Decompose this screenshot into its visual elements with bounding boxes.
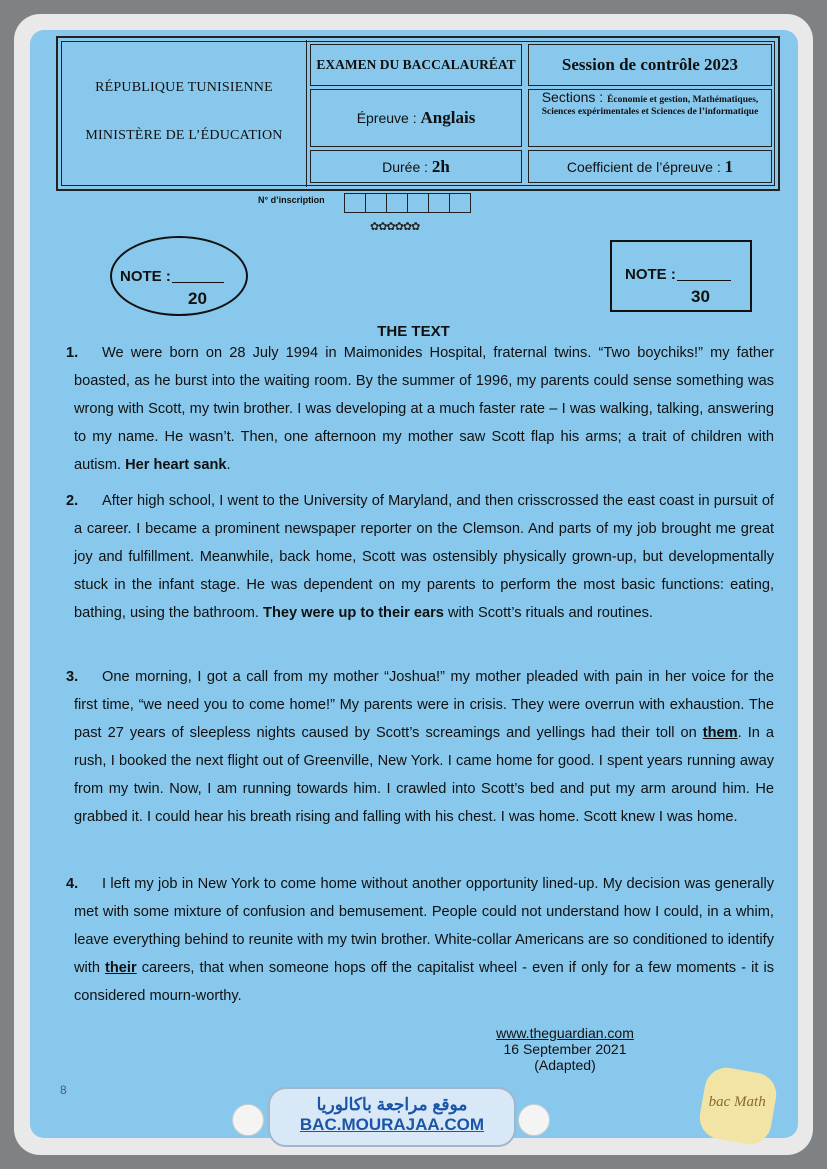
duree-label: Durée : (382, 158, 429, 175)
coef-label: Coefficient de l’épreuve : (566, 158, 721, 175)
sections-label: Sections : (541, 89, 608, 105)
ministry-label: MINISTÈRE DE L’ÉDUCATION (85, 128, 283, 143)
coef-value: 1 (724, 156, 734, 176)
paragraph-1-text: We were born on 28 July 1994 in Maimonides Hospital, fraternal twins. “Two boychiks!” my father boasted, as he burst into the waiting room. By the summer of 1996, my parents could sense something was wrong with Scott, my twin brother. I was developing at a much faster rate – I was walking, talking, answering to my name. He wasn’t. Then, one afternoon my mother saw Scott flap his arms; a trait of children with autism. (74, 345, 774, 473)
source-adapted: (Adapted) (534, 1057, 596, 1073)
bacmath-logo (696, 1064, 779, 1147)
paragraph-3-number: 3. (66, 669, 79, 685)
paragraph-4-underlined: their (105, 960, 137, 976)
banner-link[interactable]: BAC.MOURAJAA.COM (299, 1115, 485, 1134)
epreuve-cell (310, 89, 522, 147)
page-number: 8 (60, 1083, 67, 1097)
paragraph-3-tail: . In a rush, I booked the next flight out of Greenville, New York. I came home for good. I spent years running away from my twin. Now, I am running towards him. I crawled into Scott’s bed and put my arm around him. He grabbed it. I could hear his breath rising and falling with his chest. I was home. Scott knew I was home. (74, 725, 774, 825)
paragraph-2-bold: They were up to their ears (263, 605, 444, 621)
inscription-label: N° d’inscription (258, 195, 325, 205)
paragraph-2-number: 2. (66, 493, 79, 509)
source-link[interactable]: www.theguardian.com (496, 1025, 634, 1041)
source-date: 16 September 2021 (503, 1041, 627, 1057)
paragraph-4 (74, 870, 774, 1010)
sections-cell (528, 89, 772, 147)
duree-cell (310, 150, 522, 183)
paragraph-2 (74, 487, 774, 627)
site-banner[interactable] (268, 1087, 516, 1147)
paragraph-3 (74, 663, 774, 831)
paragraph-1 (74, 339, 774, 479)
bacmath-label: bac Math (708, 1093, 766, 1110)
paragraph-2-tail: with Scott’s rituals and routines. (443, 605, 653, 621)
paragraph-4-number: 4. (66, 876, 79, 892)
duree-value: 2h (431, 156, 450, 176)
note-right-line (677, 280, 731, 281)
source-block (480, 1025, 650, 1073)
republic-label: RÉPUBLIQUE TUNISIENNE (95, 80, 273, 95)
paragraph-4-tail: careers, that when someone hops off the capitalist wheel - even if only for a few moments - it is considered mourn-worthy. (74, 960, 774, 1004)
note-right-value: 30 (691, 287, 710, 306)
paragraph-3-underlined: them (702, 725, 738, 741)
exam-title: EXAMEN DU BACCALAURÉAT (310, 44, 522, 86)
paragraph-2-text: After high school, I went to the University of Maryland, and then crisscrossed the east coast in pursuit of a career. I became a prominent newspaper reporter on the Clemson. And parts of my job brought me great joy and fulfillment. Meanwhile, back home, Scott was ostensibly physically grown-up, but developmentally stuck in the infant stage. He was dependent on my parents to perform the most basic functions: eating, bathing, using the bathroom. (74, 493, 774, 621)
epreuve-value: Anglais (420, 108, 476, 127)
ornament-icon: ✿✿✿✿✿✿ (370, 221, 420, 233)
paragraph-1-tail: . (226, 457, 231, 473)
note-left-label: NOTE : (120, 268, 171, 285)
note-left-line (172, 282, 224, 283)
note-right-label: NOTE : (625, 266, 676, 283)
text-title: THE TEXT (377, 323, 450, 340)
note-left-value: 20 (188, 289, 207, 308)
paragraph-3-text: One morning, I got a call from my mother “Joshua!” my mother pleaded with pain in her voice for the first time, “we need you to come home!” My parents were in crisis. They were overrun with exhaustion. The past 27 years of sleepless nights caused by Scott’s screamings and yellings had their toll on (74, 669, 774, 741)
coef-cell (528, 150, 772, 183)
paragraph-1-bold: Her heart sank (125, 457, 227, 473)
banner-arabic: موقع مراجعة باكالوريا (316, 1095, 468, 1114)
paragraph-4-text: I left my job in New York to come home without another opportunity lined-up. My decision was generally met with some mixture of confusion and bemusement. People could not understand how I could, in a whim, leave everything behind to reunite with my twin brother. White-collar Americans are so conditioned to identify with (74, 876, 774, 976)
site-logo-left-icon (232, 1104, 264, 1136)
sections-value: Économie et gestion, Mathématiques, Sciences expérimentales et Sciences de l’informatique (541, 95, 759, 117)
inscription-cells[interactable] (344, 193, 470, 213)
ministry-block (62, 42, 306, 185)
site-logo-right-icon (518, 1104, 550, 1136)
session-title: Session de contrôle 2023 (528, 44, 772, 86)
epreuve-label: Épreuve : (356, 110, 417, 126)
paragraph-1-number: 1. (66, 345, 79, 361)
